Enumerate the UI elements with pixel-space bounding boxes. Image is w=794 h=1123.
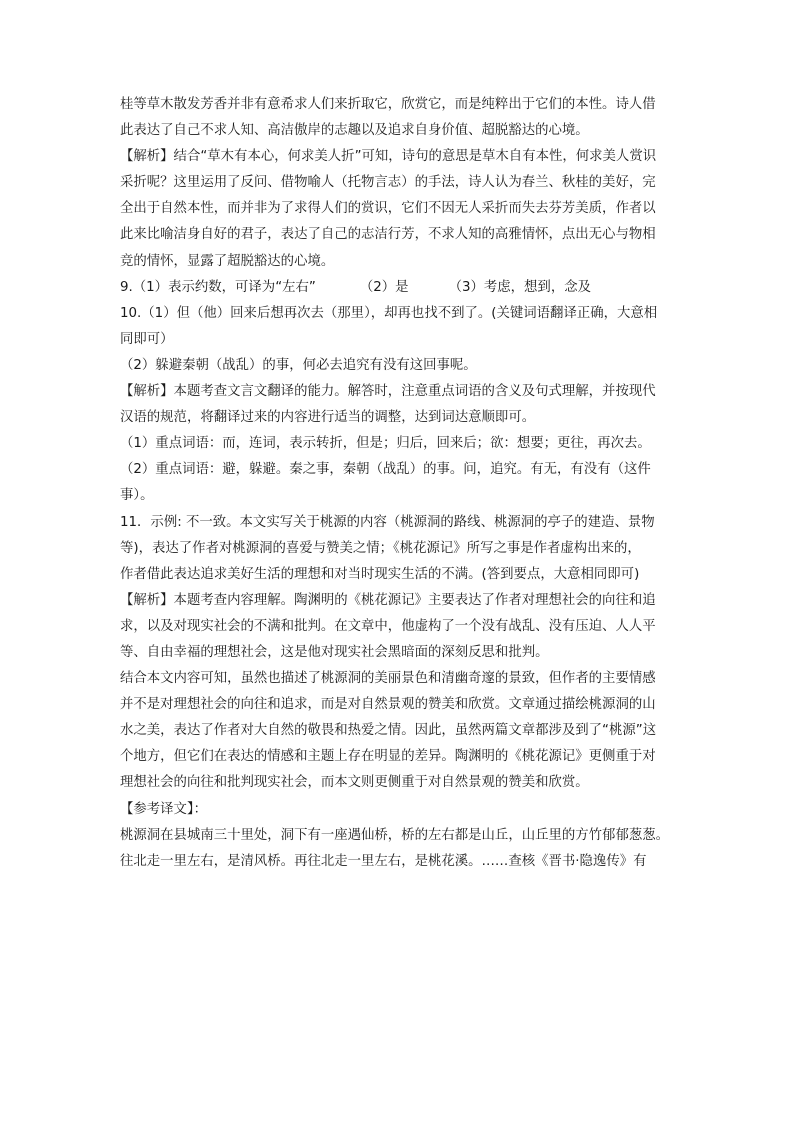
text-line: 此来比喻洁身自好的君子，表达了自己的志洁行芳，不求人知的高雅情怀，点出无心与物相 bbox=[120, 227, 656, 243]
text-line: 竞的情怀，显露了超脱豁达的心境。 bbox=[120, 253, 335, 269]
text-line: （2）重点词语：避，躲避。秦之事，秦朝（战乱）的事。问，追究。有无，有没有（这件 bbox=[120, 462, 651, 478]
text-line: 结合本文内容可知，虽然也描述了桃源洞的美丽景色和清幽奇邃的景致，但作者的主要情感 bbox=[120, 671, 656, 687]
answer-9-line bbox=[120, 275, 676, 301]
answer-9-part1: 9.（1）表示约数，可译为“左右” bbox=[120, 279, 316, 295]
text-line: 水之美，表达了作者对大自然的敬畏和热爱之情。因此，虽然两篇文章都涉及到了“桃源”这 bbox=[120, 723, 657, 739]
text-line: 作者借此表达追求美好生活的理想和对当时现实生活的不满。(答到要点，大意相同即可) bbox=[120, 566, 640, 582]
text-line: 此表达了自己不求人知、高洁傲岸的志趣以及追求自身价值、超脱豁达的心境。 bbox=[120, 123, 589, 139]
text-line: （2）躲避秦朝（战乱）的事，何必去追究有没有这回事呢。 bbox=[120, 357, 477, 373]
text-line: 【解析】结合“草木有本心，何求美人折”可知，诗句的意思是草木自有本性，何求美人赏识 bbox=[120, 149, 657, 165]
text-line: 10.（1）但（他）回来后想再次去（那里），却再也找不到了。(关键词语翻译正确，大意相 bbox=[120, 305, 658, 321]
text-line: 等)，表达了作者对桃源洞的喜爱与赞美之情；《桃花源记》所写之事是作者虚构出来的， bbox=[120, 540, 641, 556]
text-line: 等、自由幸福的理想社会，这是他对现实社会黑暗面的深刻反思和批判。 bbox=[120, 644, 549, 660]
answer-9-part2: （2）是 bbox=[359, 279, 409, 295]
section-heading: 【参考译文】： bbox=[120, 801, 208, 817]
text-line: 求，以及对现实社会的不满和批判。在文章中，他虚构了一个没有战乱、没有压迫、人人平 bbox=[120, 618, 656, 634]
text-line: 并不是对理想社会的向往和追求，而是对自然景观的赞美和欣赏。文章通过描绘桃源洞的山 bbox=[120, 697, 656, 713]
document-page bbox=[120, 92, 676, 875]
text-line: 【解析】本题考查内容理解。陶渊明的《桃花源记》主要表达了作者对理想社会的向往和追 bbox=[120, 592, 656, 608]
text-line: 全出于自然本性，而并非为了求得人们的赏识，它们不因无人采折而失去芬芳美质，作者以 bbox=[120, 201, 656, 217]
text-line: 往北走一里左右，是清风桥。再往北走一里左右，是桃花溪。……查核《晋书·隐逸传》有 bbox=[120, 853, 647, 869]
text-line: 理想社会的向往和批判现实社会，而本文则更侧重于对自然景观的赞美和欣赏。 bbox=[120, 775, 589, 791]
text-line: 采折呢？这里运用了反问、借物喻人（托物言志）的手法，诗人认为春兰、秋桂的美好，完 bbox=[120, 175, 656, 191]
text-line: 11．示例: 不一致。本文实写关于桃源的内容（桃源洞的路线、桃源洞的亭子的建造、景物 bbox=[120, 514, 655, 530]
text-line: 桂等草木散发芳香并非有意希求人们来折取它，欣赏它，而是纯粹出于它们的本性。诗人借 bbox=[120, 97, 656, 112]
text-line: 【解析】本题考查文言文翻译的能力。解答时，注意重点词语的含义及句式理解，并按现代 bbox=[120, 384, 656, 400]
text-line: 同即可） bbox=[120, 331, 174, 347]
text-line: 事）。 bbox=[120, 488, 154, 504]
answer-9-part3: （3）考虑，想到，念及 bbox=[448, 279, 591, 295]
text-line: 汉语的规范，将翻译过来的内容进行适当的调整，达到词达意顺即可。 bbox=[120, 410, 536, 426]
text-line: 桃源洞在县城南三十里处，洞下有一座遇仙桥，桥的左右都是山丘，山丘里的方竹郁郁葱葱。 bbox=[120, 827, 670, 843]
text-line: （1）重点词语：而，连词，表示转折，但是；归后，回来后；欲：想要；更往，再次去。 bbox=[120, 436, 651, 452]
text-line: 个地方，但它们在表达的情感和主题上存在明显的差异。陶渊明的《桃花源记》更侧重于对 bbox=[120, 749, 656, 765]
